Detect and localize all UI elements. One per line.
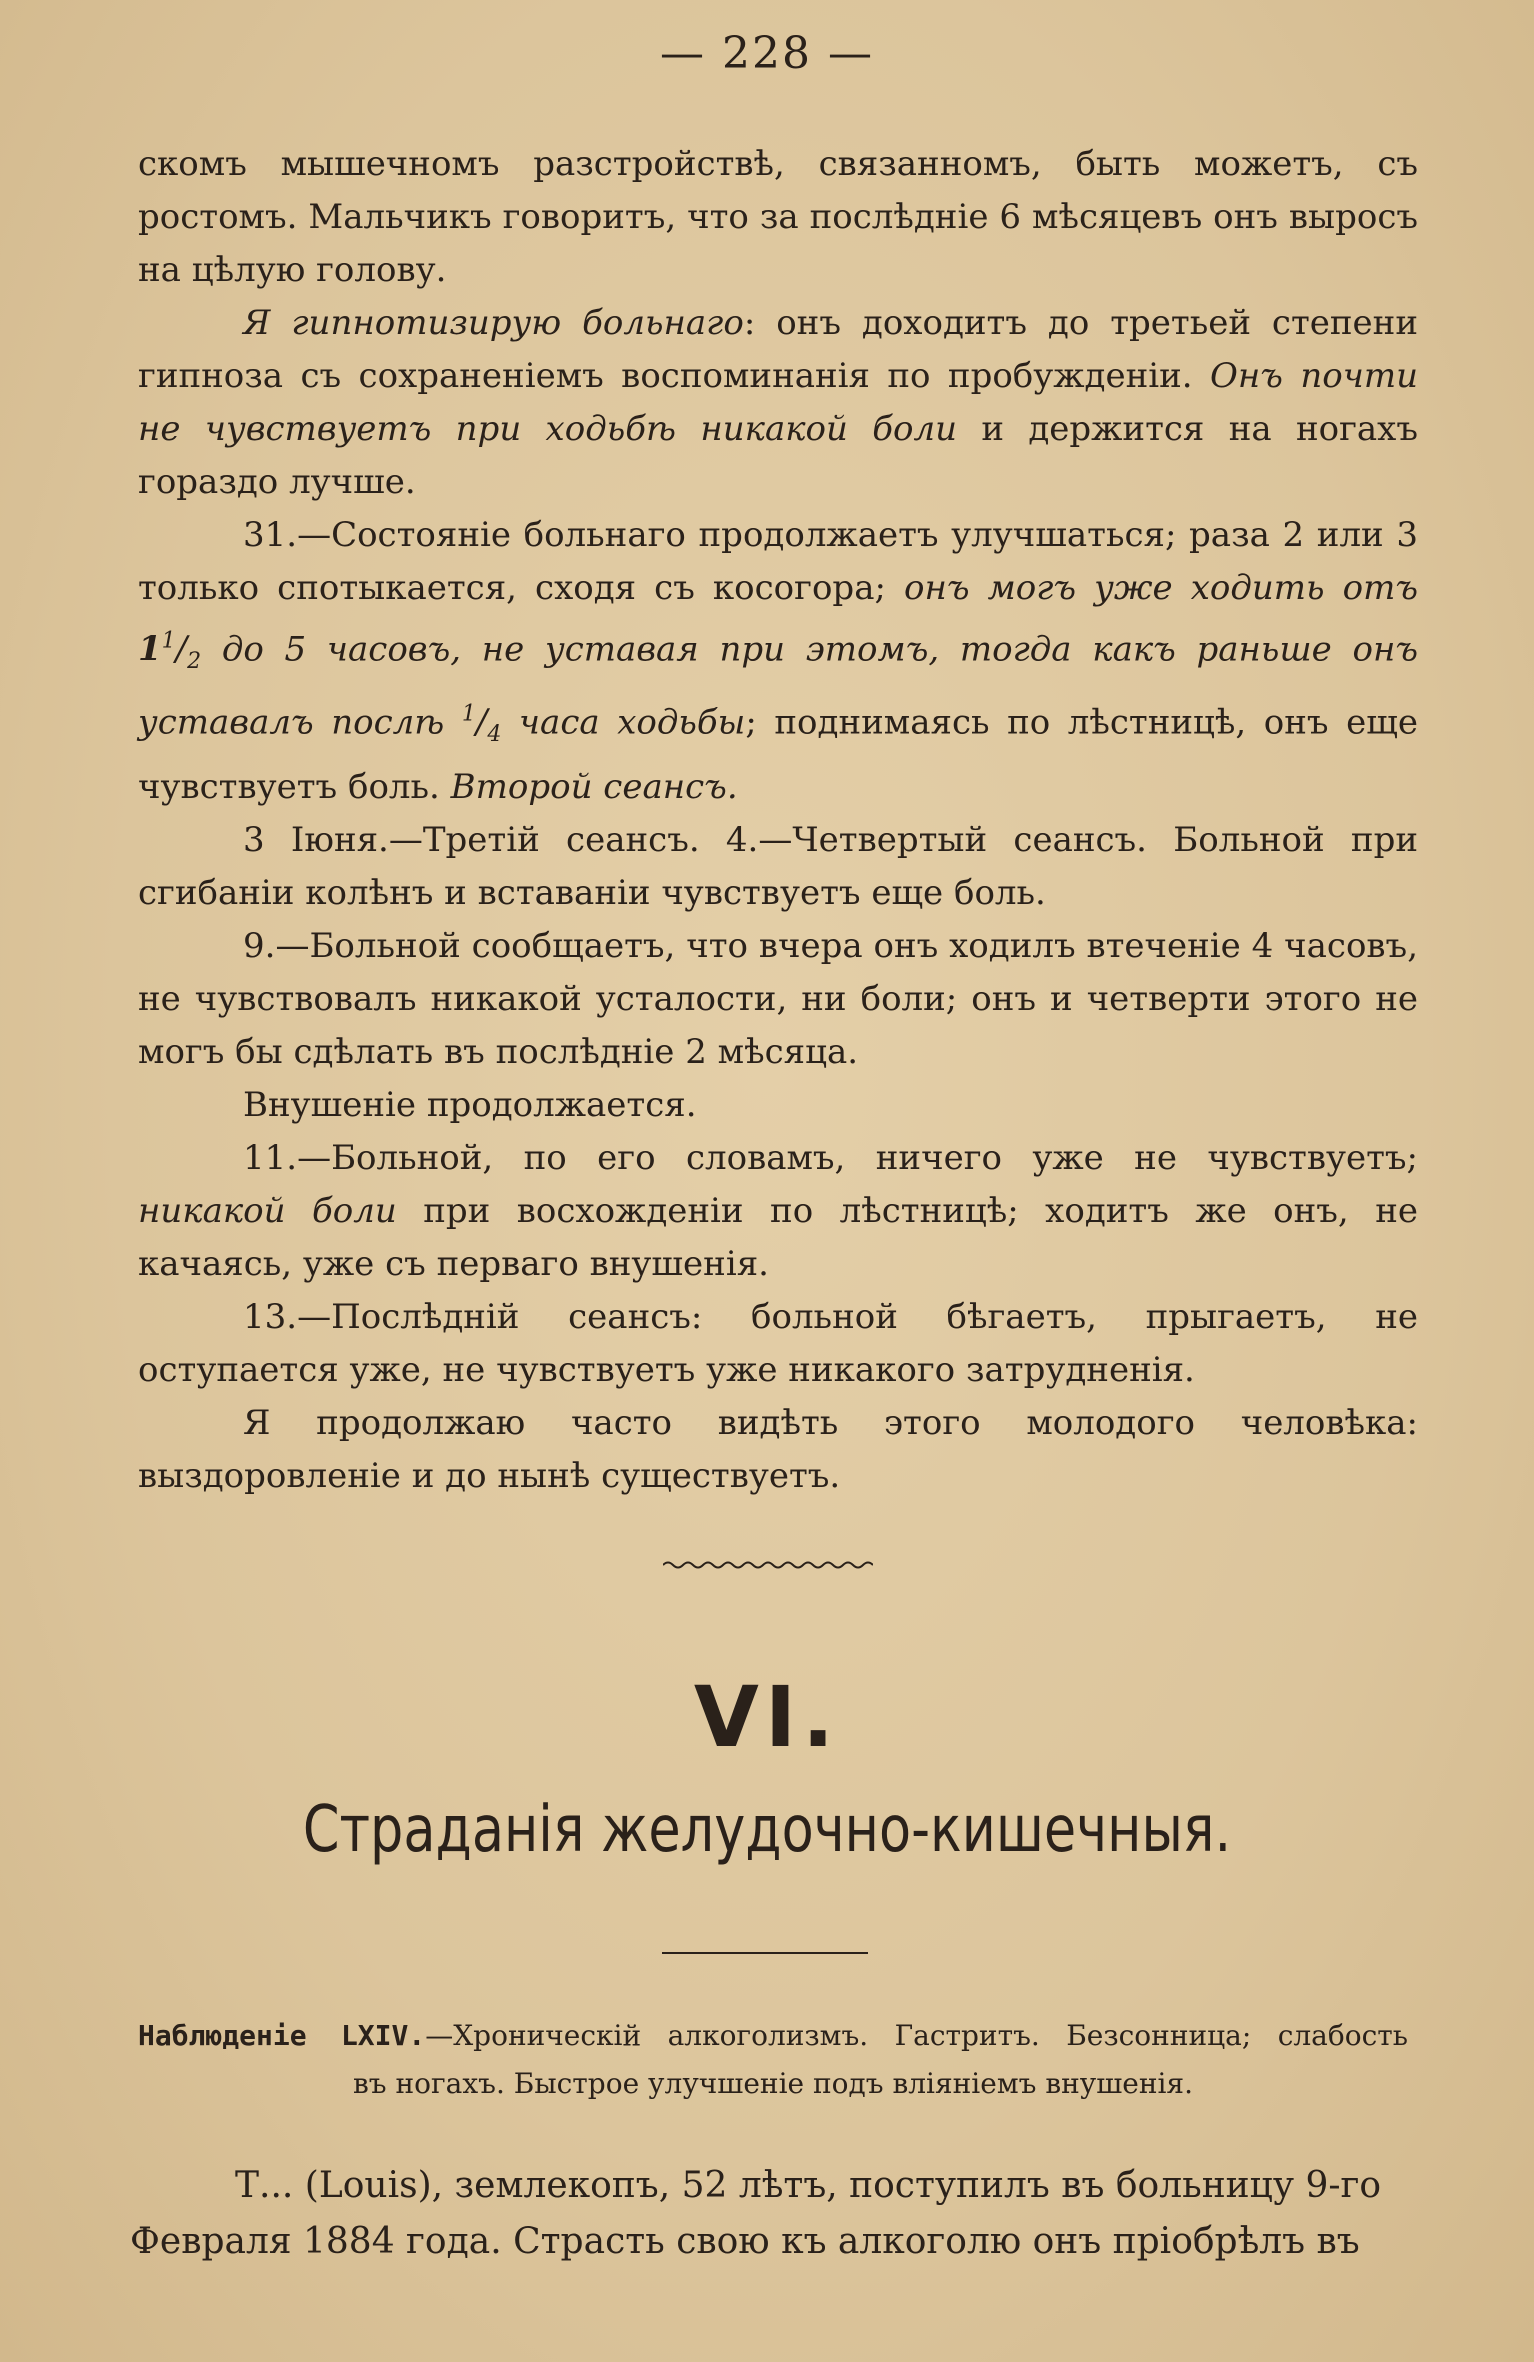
case-line-2: Февраля 1884 года. Страсть свою къ алкоголю онъ пріобрѣлъ въ <box>130 2221 1360 2262</box>
italic-phrase: до 5 часовъ, не уставая при этомъ, тогда какъ раньше онъ уставалъ послѣ <box>138 629 1418 743</box>
fraction-whole: 1 <box>138 629 162 670</box>
case-paragraph <box>130 2158 1410 2270</box>
italic-phrase: Онъ почти не чувствуетъ при ходьбѣ никакой боли <box>138 356 1418 449</box>
fraction-one-and-half: $1^1/_2$ <box>138 629 202 675</box>
chapter-number: VI. <box>693 1668 841 1766</box>
fraction-denominator: 2 <box>187 649 202 675</box>
text-run: 11.—Больной, по его словамъ, ничего уже не чувствуетъ; <box>243 1138 1418 1179</box>
wavy-divider <box>663 1555 873 1575</box>
body-text <box>138 138 1418 1503</box>
text-run: и держится на ногахъ гораздо лучше. <box>138 409 1418 502</box>
fraction-denominator: 4 <box>487 722 502 748</box>
paragraph-continuation: скомъ мышечномъ разстройствѣ, связанномъ, быть можетъ, съ ростомъ. Мальчикъ говоритъ, что за послѣдніе 6 мѣсяцевъ онъ выросъ на цѣлую голову. <box>138 144 1418 290</box>
paragraph-day-13: 13.—Послѣдній сеансъ: больной бѣгаетъ, прыгаетъ, не оступается уже, не чувствуетъ уже никакого затрудненія. <box>138 1297 1418 1391</box>
fraction-numerator: 1 <box>461 702 476 728</box>
text-run: : онъ доходитъ до третьей степени гипноза съ сохраненіемъ воспоминанія по пробужденіи. <box>138 303 1419 396</box>
page-number: — 228 — <box>660 28 874 79</box>
observation-line-2: въ ногахъ. Быстрое улучшеніе подъ вліяніемъ внушенія. <box>353 2067 1193 2100</box>
observation-label: Наблюденіе LXIV. <box>138 2019 426 2052</box>
observation-line-1 <box>138 2012 1408 2060</box>
text-run: ; поднимаясь по лѣстницѣ, онъ еще чувствуетъ боль. <box>138 702 1418 808</box>
italic-phrase: Я гипнотизирую больнаго <box>243 303 744 343</box>
observation-summary: —Хроническій алкоголизмъ. Гастритъ. Безсонница; слабость <box>425 2019 1409 2052</box>
italic-phrase: никакой боли <box>138 1191 397 1232</box>
paragraph-hypnosis <box>138 297 1418 509</box>
paragraph-june-3: 3 Іюня.—Третій сеансъ. 4.—Четвертый сеансъ. Больной при сгибаніи колѣнъ и вставаніи чувствуетъ еще боль. <box>138 820 1418 914</box>
italic-phrase: часа ходьбы <box>501 702 746 743</box>
observation-heading <box>138 2012 1408 2108</box>
paragraph-day-11 <box>138 1132 1418 1291</box>
text-run: 31.—Состояніе больнаго продолжаетъ улучшаться; раза 2 или 3 только спотыкается, сходя съ косогора; <box>138 515 1418 608</box>
section-rule <box>662 1952 868 1954</box>
paragraph-recovery: Я продолжаю часто видѣть этого молодого человѣка: выздоровленіе и до нынѣ существуетъ. <box>138 1403 1418 1497</box>
chapter-title: Страданія желудочно-кишечныя. <box>302 1793 1232 1867</box>
fraction-quarter: $^1/_4$ <box>461 702 502 748</box>
paragraph-suggestion: Внушеніе продолжается. <box>243 1085 697 1126</box>
paragraph-day-31 <box>138 509 1418 814</box>
text-run: при восхожденіи по лѣстницѣ; ходитъ же онъ, не качаясь, уже съ перваго внушенія. <box>138 1191 1418 1285</box>
paragraph-day-9: 9.—Больной сообщаетъ, что вчера онъ ходилъ втеченіе 4 часовъ, не чувствовалъ никакой усталости, ни боли; онъ и четверти этого не могъ бы сдѣлать въ послѣдніе 2 мѣсяца. <box>138 926 1418 1073</box>
italic-phrase: онъ могъ уже ходить отъ <box>903 568 1418 608</box>
fraction-numerator: 1 <box>161 629 176 654</box>
case-line-1: Т... (Louis), землекопъ, 52 лѣтъ, поступилъ въ больницу 9-го <box>235 2165 1382 2206</box>
italic-phrase: Второй сеансъ. <box>450 767 738 808</box>
